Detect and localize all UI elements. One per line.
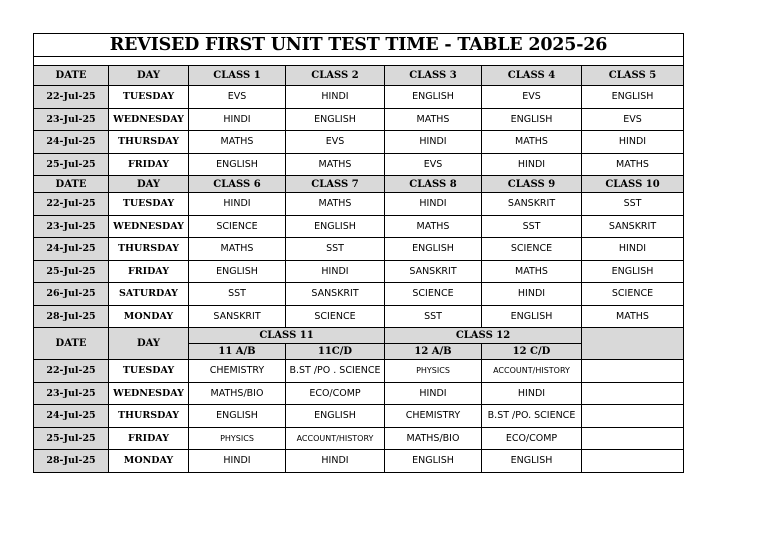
subject-cell: B.ST /PO. SCIENCE [482,405,582,428]
table-row [34,131,684,154]
day-cell: SATURDAY [109,283,189,306]
table-row [34,427,684,450]
table-row [34,86,684,109]
header-class-12: CLASS 12 [385,328,582,344]
subject-cell: PHYSICS [189,427,286,450]
subject-cell: SST [582,193,684,216]
empty-cell [582,450,684,473]
subject-cell: HINDI [385,193,482,216]
subject-cell: HINDI [189,193,286,216]
header-class-1: CLASS 1 [189,66,286,86]
subject-cell: ENGLISH [286,215,385,238]
day-cell: MONDAY [109,305,189,328]
header-section-12cd: 12 C/D [482,344,582,360]
subject-cell: CHEMISTRY [189,360,286,383]
subject-cell: SCIENCE [385,283,482,306]
spacer-row [34,57,684,66]
date-cell: 26-Jul-25 [34,283,109,306]
subject-cell: ENGLISH [189,153,286,176]
subject-cell: ENGLISH [286,108,385,131]
header-class-9: CLASS 9 [482,176,582,193]
page-title: REVISED FIRST UNIT TEST TIME - TABLE 2025-26 [34,34,684,57]
subject-cell: SANSKRIT [582,215,684,238]
day-cell: MONDAY [109,450,189,473]
date-cell: 24-Jul-25 [34,131,109,154]
header-class-6: CLASS 6 [189,176,286,193]
subject-cell: MATHS [385,108,482,131]
subject-cell: ENGLISH [582,260,684,283]
subject-cell: EVS [286,131,385,154]
date-cell: 25-Jul-25 [34,153,109,176]
subject-cell: ENGLISH [385,86,482,109]
subject-cell: ENGLISH [385,238,482,261]
subject-cell: SCIENCE [582,283,684,306]
subject-cell: ENGLISH [482,108,582,131]
subject-cell: HINDI [286,260,385,283]
subject-cell: SANSKRIT [482,193,582,216]
table-row [34,215,684,238]
empty-cell [582,360,684,383]
date-cell: 23-Jul-25 [34,215,109,238]
subject-cell: HINDI [482,382,582,405]
day-cell: WEDNESDAY [109,215,189,238]
subject-cell: ENGLISH [189,405,286,428]
subject-cell: MATHS [286,193,385,216]
subject-cell: MATHS [582,153,684,176]
subject-cell: ENGLISH [286,405,385,428]
table-row [34,305,684,328]
subject-cell: SST [189,283,286,306]
table-row [34,108,684,131]
header-date: DATE [34,176,109,193]
header-class-5: CLASS 5 [582,66,684,86]
header-date: DATE [34,328,109,360]
subject-cell: CHEMISTRY [385,405,482,428]
header-day: DAY [109,66,189,86]
subject-cell: HINDI [482,283,582,306]
subject-cell: HINDI [385,382,482,405]
day-cell: TUESDAY [109,193,189,216]
date-cell: 23-Jul-25 [34,382,109,405]
subject-cell: B.ST /PO . SCIENCE [286,360,385,383]
subject-cell: ACCOUNT/HISTORY [286,427,385,450]
table-row [34,260,684,283]
subject-cell: SST [385,305,482,328]
date-cell: 24-Jul-25 [34,405,109,428]
subject-cell: HINDI [286,86,385,109]
date-cell: 22-Jul-25 [34,360,109,383]
day-cell: WEDNESDAY [109,108,189,131]
subject-cell: MATHS [482,260,582,283]
subject-cell: MATHS [189,238,286,261]
subject-cell: ENGLISH [482,450,582,473]
header-class-8: CLASS 8 [385,176,482,193]
day-cell: THURSDAY [109,405,189,428]
subject-cell: HINDI [189,108,286,131]
day-cell: FRIDAY [109,260,189,283]
header-section-12ab: 12 A/B [385,344,482,360]
header-class-7: CLASS 7 [286,176,385,193]
table-row [34,382,684,405]
date-cell: 23-Jul-25 [34,108,109,131]
subject-cell: HINDI [482,153,582,176]
subject-cell: MATHS [582,305,684,328]
subject-cell: SCIENCE [286,305,385,328]
day-cell: FRIDAY [109,427,189,450]
header-day: DAY [109,176,189,193]
day-cell: TUESDAY [109,360,189,383]
day-cell: WEDNESDAY [109,382,189,405]
timetable [33,33,684,473]
table-row [34,360,684,383]
empty-cell [582,405,684,428]
table-row [34,450,684,473]
subject-cell: ENGLISH [385,450,482,473]
day-cell: FRIDAY [109,153,189,176]
table-row [34,238,684,261]
date-cell: 22-Jul-25 [34,86,109,109]
subject-cell: ECO/COMP [286,382,385,405]
subject-cell: SST [482,215,582,238]
date-cell: 22-Jul-25 [34,193,109,216]
subject-cell: SANSKRIT [286,283,385,306]
subject-cell: ACCOUNT/HISTORY [482,360,582,383]
date-cell: 28-Jul-25 [34,305,109,328]
subject-cell: EVS [385,153,482,176]
day-cell: THURSDAY [109,238,189,261]
header-class-4: CLASS 4 [482,66,582,86]
header-date: DATE [34,66,109,86]
subject-cell: SANSKRIT [189,305,286,328]
subject-cell: ECO/COMP [482,427,582,450]
table-row [34,153,684,176]
empty-cell [582,427,684,450]
header-class-11: CLASS 11 [189,328,385,344]
subject-cell: MATHS [189,131,286,154]
subject-cell: EVS [189,86,286,109]
subject-cell: MATHS/BIO [385,427,482,450]
subject-cell: ENGLISH [582,86,684,109]
header-class-3: CLASS 3 [385,66,482,86]
date-cell: 25-Jul-25 [34,260,109,283]
date-cell: 24-Jul-25 [34,238,109,261]
empty-cell [582,382,684,405]
subject-cell: MATHS [286,153,385,176]
header-day: DAY [109,328,189,360]
subject-cell: HINDI [582,131,684,154]
date-cell: 28-Jul-25 [34,450,109,473]
subject-cell: SST [286,238,385,261]
subject-cell: SCIENCE [189,215,286,238]
header-class-10: CLASS 10 [582,176,684,193]
subject-cell: PHYSICS [385,360,482,383]
subject-cell: MATHS/BIO [189,382,286,405]
date-cell: 25-Jul-25 [34,427,109,450]
subject-cell: MATHS [385,215,482,238]
subject-cell: ENGLISH [189,260,286,283]
header-section-11cd: 11C/D [286,344,385,360]
subject-cell: HINDI [385,131,482,154]
day-cell: THURSDAY [109,131,189,154]
table-row [34,405,684,428]
subject-cell: SCIENCE [482,238,582,261]
header-empty [582,328,684,360]
header-class-2: CLASS 2 [286,66,385,86]
subject-cell: SANSKRIT [385,260,482,283]
day-cell: TUESDAY [109,86,189,109]
subject-cell: ENGLISH [482,305,582,328]
subject-cell: HINDI [189,450,286,473]
table-row [34,283,684,306]
subject-cell: EVS [582,108,684,131]
header-section-11ab: 11 A/B [189,344,286,360]
subject-cell: HINDI [286,450,385,473]
subject-cell: EVS [482,86,582,109]
table-row [34,193,684,216]
subject-cell: HINDI [582,238,684,261]
subject-cell: MATHS [482,131,582,154]
timetable-sheet [33,33,683,473]
